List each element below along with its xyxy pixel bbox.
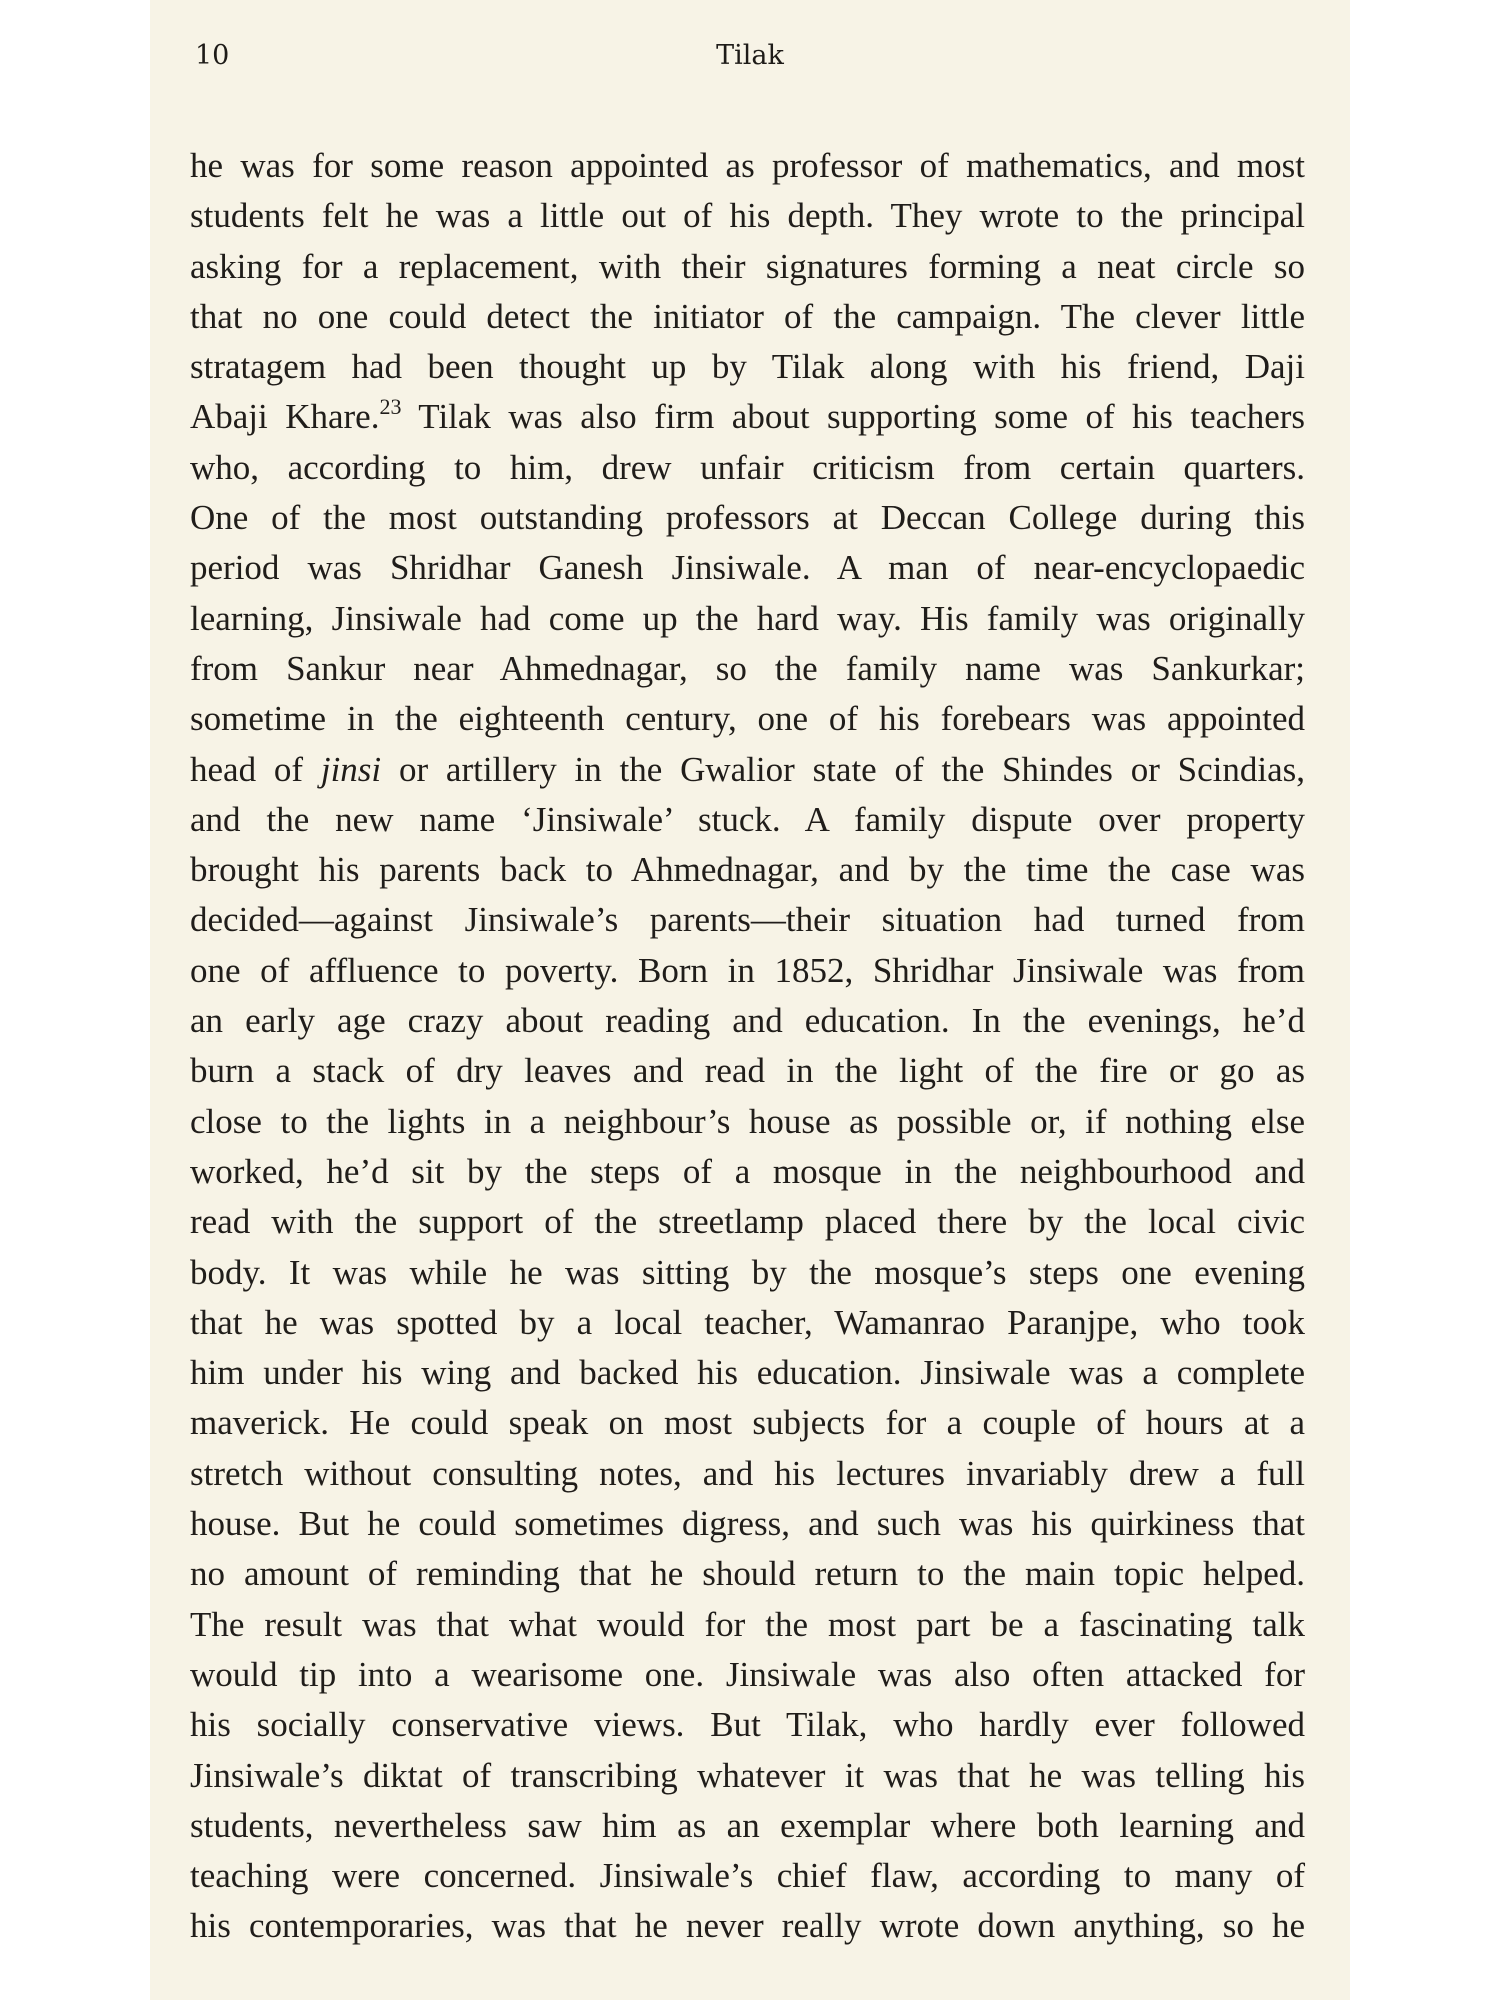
text-line: stratagem had been thought up by Tilak along with his friend, Daji bbox=[190, 347, 1305, 387]
text-segment: Abaji Khare. bbox=[190, 397, 380, 437]
text-line bbox=[190, 745, 1305, 795]
text-line: would tip into a wearisome one. Jinsiwale was also often attacked for bbox=[190, 1654, 1305, 1694]
text-line: period was Shridhar Ganesh Jinsiwale. A man of near-encyclopaedic bbox=[190, 548, 1305, 588]
text-line: sometime in the eighteenth century, one of his forebears was appointed bbox=[190, 699, 1305, 739]
text-line: burn a stack of dry leaves and read in the light of the fire or go as bbox=[190, 1051, 1305, 1091]
text-line: teaching were concerned. Jinsiwale’s chief flaw, according to many of bbox=[190, 1856, 1305, 1896]
italic-term: jinsi bbox=[320, 749, 382, 789]
text-line: that no one could detect the initiator of the campaign. The clever little bbox=[190, 296, 1305, 336]
text-line: Jinsiwale’s diktat of transcribing whatever it was that he was telling his bbox=[190, 1755, 1305, 1795]
text-line: read with the support of the streetlamp placed there by the local civic bbox=[190, 1202, 1305, 1242]
text-line: house. But he could sometimes digress, and such was his quirkiness that bbox=[190, 1504, 1305, 1544]
text-line: who, according to him, drew unfair criticism from certain quarters. bbox=[190, 447, 1305, 487]
text-line: students, nevertheless saw him as an exemplar where both learning and bbox=[190, 1805, 1305, 1845]
text-line: that he was spotted by a local teacher, Wamanrao Paranjpe, who took bbox=[190, 1302, 1305, 1342]
page-number: 10 bbox=[195, 40, 230, 71]
text-line: The result was that what would for the most part be a fascinating talk bbox=[190, 1604, 1305, 1644]
text-segment: or artillery in the Gwalior state of the Shindes or Scindias, bbox=[398, 749, 1306, 789]
text-line: his contemporaries, was that he never really wrote down anything, so he bbox=[190, 1906, 1305, 1946]
footnote-ref: 23 bbox=[379, 394, 402, 420]
text-line: One of the most outstanding professors at Deccan College during this bbox=[190, 498, 1305, 538]
text-line: brought his parents back to Ahmednagar, and by the time the case was bbox=[190, 850, 1305, 890]
text-line: and the new name ‘Jinsiwale’ stuck. A family dispute over property bbox=[190, 799, 1305, 839]
text-line: asking for a replacement, with their signatures forming a neat circle so bbox=[190, 246, 1305, 286]
text-line: learning, Jinsiwale had come up the hard way. His family was originally bbox=[190, 598, 1305, 638]
text-segment: head of bbox=[190, 749, 304, 789]
text-line: close to the lights in a neighbour’s house as possible or, if nothing else bbox=[190, 1101, 1305, 1141]
running-title: Tilak bbox=[716, 40, 784, 71]
text-line: him under his wing and backed his education. Jinsiwale was a complete bbox=[190, 1353, 1305, 1393]
text-line: an early age crazy about reading and education. In the evenings, he’d bbox=[190, 1001, 1305, 1041]
book-page bbox=[150, 0, 1350, 2000]
text-line: his socially conservative views. But Tilak, who hardly ever followed bbox=[190, 1705, 1305, 1745]
text-line: from Sankur near Ahmednagar, so the family name was Sankurkar; bbox=[190, 648, 1305, 688]
text-line: stretch without consulting notes, and his lectures invariably drew a full bbox=[190, 1453, 1305, 1493]
text-line: one of affluence to poverty. Born in 1852, Shridhar Jinsiwale was from bbox=[190, 950, 1305, 990]
running-head bbox=[150, 40, 1350, 80]
text-segment: Tilak was also firm about supporting some of his teachers bbox=[418, 397, 1306, 437]
text-line: he was for some reason appointed as professor of mathematics, and most bbox=[190, 146, 1305, 185]
text-line: no amount of reminding that he should return to the main topic helped. bbox=[190, 1554, 1305, 1594]
text-line: students felt he was a little out of his depth. They wrote to the principal bbox=[190, 196, 1305, 236]
text-line bbox=[190, 392, 1305, 442]
body-text bbox=[190, 141, 1305, 1952]
text-line: worked, he’d sit by the steps of a mosque in the neighbourhood and bbox=[190, 1151, 1305, 1191]
text-line: maverick. He could speak on most subjects for a couple of hours at a bbox=[190, 1403, 1305, 1443]
text-line: decided—against Jinsiwale’s parents—their situation had turned from bbox=[190, 900, 1305, 940]
text-line: body. It was while he was sitting by the mosque’s steps one evening bbox=[190, 1252, 1305, 1292]
